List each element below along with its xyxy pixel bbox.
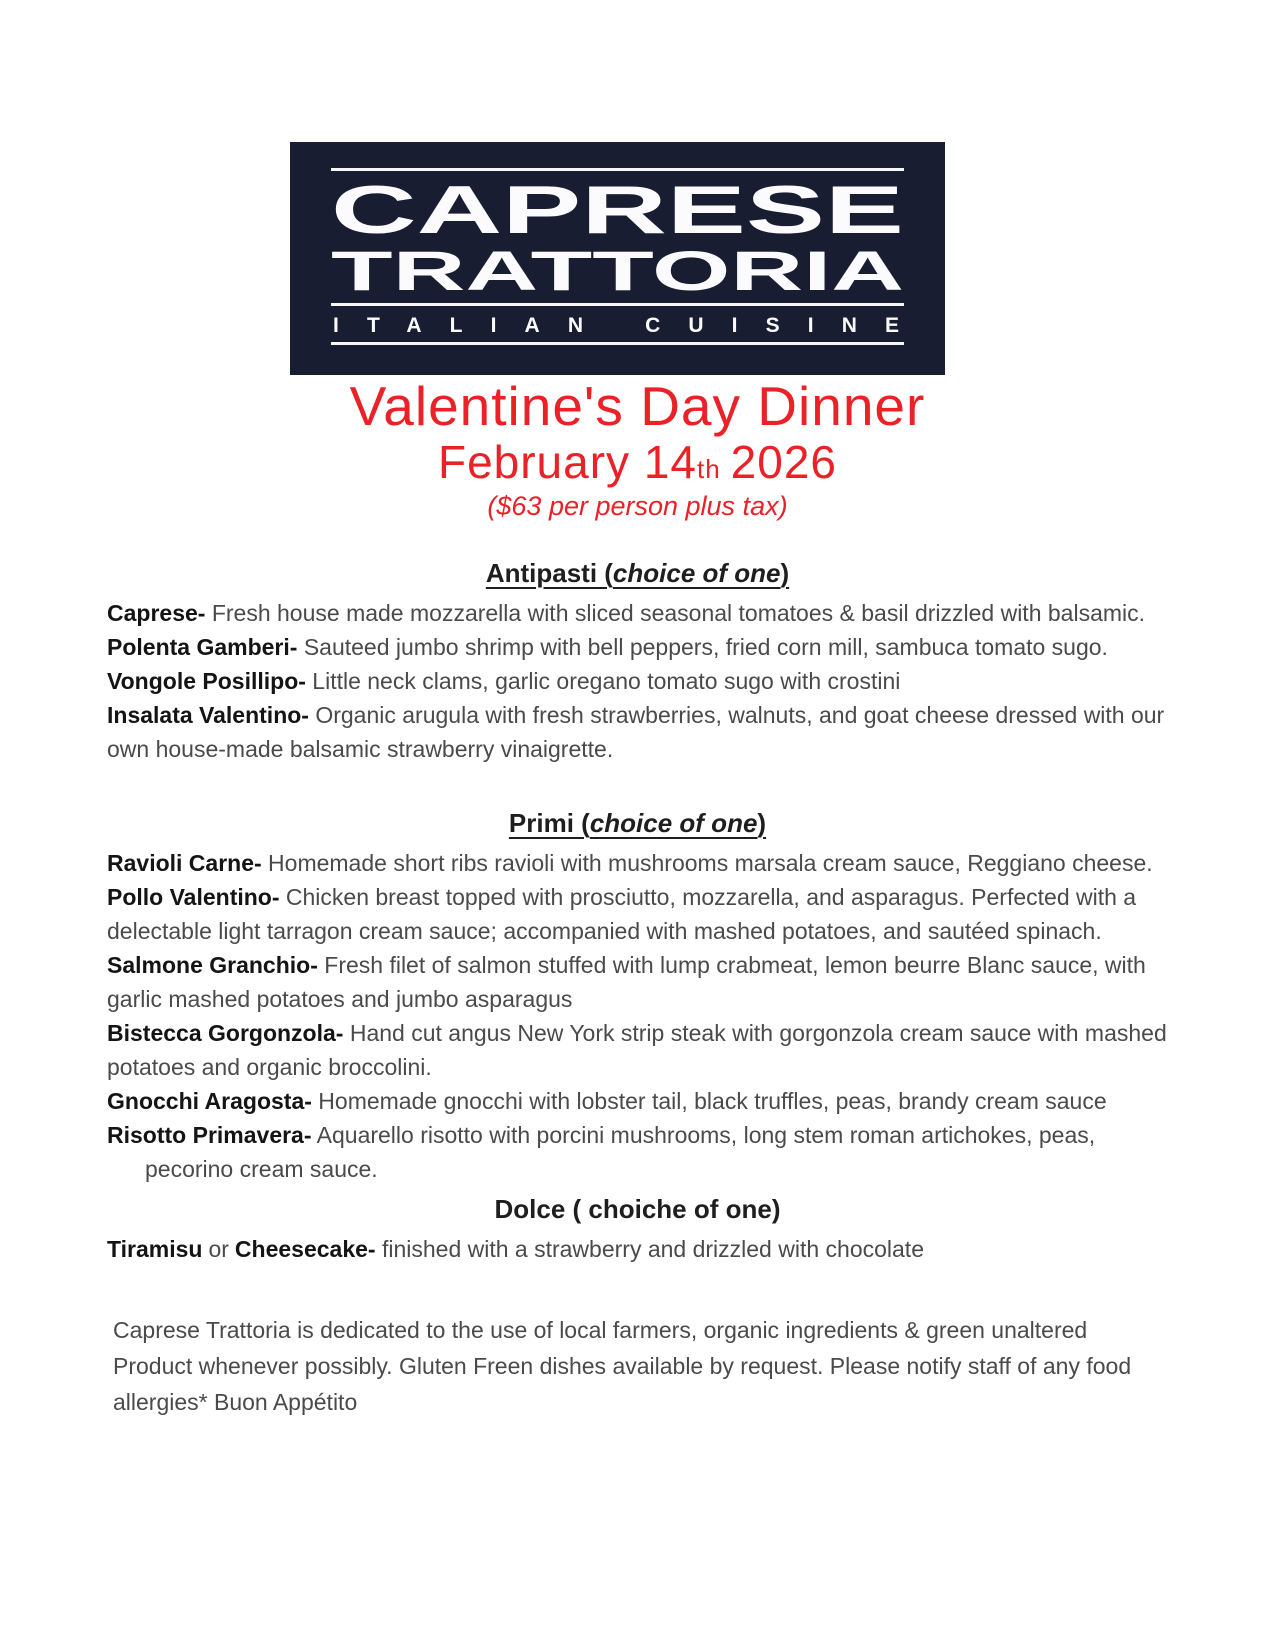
section-heading-antipasti xyxy=(107,558,1168,589)
menu-item-gnocchi-aragosta xyxy=(107,1084,1168,1118)
event-date xyxy=(0,436,1275,488)
dish-name: Ravioli Carne- xyxy=(107,849,262,876)
section-antipasti xyxy=(107,558,1168,766)
heading-qualifier: choice of one xyxy=(589,807,758,838)
dolce-items xyxy=(107,1232,1168,1266)
dish-description: Hand cut angus New York strip steak with gorgonzola cream sauce with mashed potatoes and organic broccolini. xyxy=(107,1019,1167,1080)
footer-line: Product whenever possibly. Gluten Freen dishes available by request. Please notify staff of any food xyxy=(113,1352,1132,1379)
heading-text-close: ) xyxy=(757,807,767,838)
dish-description: Organic arugula with fresh strawberries, walnuts, and goat cheese dressed with our own house-made balsamic strawberry vinaigrette. xyxy=(107,701,1165,762)
dish-description-continued: pecorino cream sauce. xyxy=(145,1155,378,1182)
dish-name: Caprese- xyxy=(107,599,206,626)
footer-line: allergies* Buon Appétito xyxy=(113,1388,358,1415)
footer-note xyxy=(107,1312,1168,1420)
menu-content xyxy=(0,558,1275,1420)
footer-line: Caprese Trattoria is dedicated to the use of local farmers, organic ingredients & green unaltered xyxy=(113,1316,1088,1343)
menu-item-ravioli-carne xyxy=(107,846,1168,880)
section-primi xyxy=(107,808,1168,1186)
antipasti-items xyxy=(107,596,1168,766)
dish-name: Gnocchi Aragosta- xyxy=(107,1087,312,1114)
menu-item-salmone-granchio xyxy=(107,948,1168,1016)
section-heading-dolce xyxy=(107,1194,1168,1225)
dish-name: Vongole Posillipo- xyxy=(107,667,306,694)
logo-divider-top xyxy=(331,168,904,171)
menu-item-polenta-gamberi xyxy=(107,630,1168,664)
logo-tagline-svg xyxy=(331,311,904,337)
menu-item-bistecca-gorgonzola xyxy=(107,1016,1168,1084)
dish-name-tiramisu: Tiramisu xyxy=(107,1235,203,1262)
heading-qualifier: choice of one xyxy=(612,557,781,588)
heading-text: Antipasti ( xyxy=(485,557,613,588)
dish-description: finished with a strawberry and drizzled with chocolate xyxy=(381,1235,924,1262)
logo-divider-middle xyxy=(331,303,904,306)
menu-item-tiramisu-cheesecake xyxy=(107,1232,1168,1266)
heading-text: Primi ( xyxy=(508,807,590,838)
dish-conjunction: or xyxy=(208,1235,229,1262)
dish-description: Aquarello risotto with porcini mushrooms, long stem roman artichokes, peas, xyxy=(316,1121,1096,1148)
dish-name: Risotto Primavera- xyxy=(107,1121,312,1148)
dish-name: Insalata Valentino- xyxy=(107,701,309,728)
section-dolce xyxy=(107,1194,1168,1266)
primi-items xyxy=(107,846,1168,1186)
dish-description: Little neck clams, garlic oregano tomato sugo with crostini xyxy=(312,667,901,694)
dish-description: Chicken breast topped with prosciutto, mozzarella, and asparagus. Perfected with a delectable light tarragon cream sauce; accompanied with mashed potatoes, and sautéed spinach. xyxy=(107,883,1137,944)
heading-text: Dolce ( choiche of one) xyxy=(494,1193,781,1224)
logo-tagline: ITALIAN CUISINE xyxy=(333,314,899,337)
restaurant-logo xyxy=(290,142,945,375)
dish-name: Pollo Valentino- xyxy=(107,883,280,910)
logo-name-trattoria: TRATTORIA xyxy=(331,247,904,293)
menu-item-caprese xyxy=(107,596,1168,630)
event-date-ordinal: th xyxy=(696,454,721,484)
menu-item-risotto-primavera xyxy=(107,1118,1168,1186)
dish-description: Fresh house made mozzarella with sliced seasonal tomatoes & basil drizzled with balsamic. xyxy=(211,599,1146,626)
dish-description: Fresh filet of salmon stuffed with lump crabmeat, lemon beurre Blanc sauce, with garlic mashed potatoes and jumbo asparagus xyxy=(107,951,1146,1012)
menu-item-vongole-posillipo xyxy=(107,664,1168,698)
dish-name: Salmone Granchio- xyxy=(107,951,318,978)
dish-description: Sauteed jumbo shrimp with bell peppers, fried corn mill, sambuca tomato sugo. xyxy=(303,633,1108,660)
event-title: Valentine's Day Dinner xyxy=(349,375,926,437)
dish-description: Homemade short ribs ravioli with mushrooms marsala cream sauce, Reggiano cheese. xyxy=(268,849,1153,876)
section-heading-primi xyxy=(107,808,1168,839)
event-date-main: February 14 xyxy=(437,436,697,488)
heading-text-close: ) xyxy=(780,557,790,588)
dish-name: Bistecca Gorgonzola- xyxy=(107,1019,344,1046)
logo-name-caprese: CAPRESE xyxy=(331,179,904,237)
event-date-year: 2026 xyxy=(730,436,838,488)
price-note: ($63 per person plus tax) xyxy=(487,491,788,521)
dish-name-cheesecake: Cheesecake- xyxy=(234,1235,376,1262)
logo-divider-bottom xyxy=(331,342,904,345)
menu-item-insalata-valentino xyxy=(107,698,1168,766)
menu-item-pollo-valentino xyxy=(107,880,1168,948)
dish-name: Polenta Gamberi- xyxy=(107,633,298,660)
dish-description: Homemade gnocchi with lobster tail, black truffles, peas, brandy cream sauce xyxy=(318,1087,1107,1114)
logo-name-trattoria-svg xyxy=(331,247,904,293)
logo-name-caprese-svg xyxy=(331,179,904,237)
